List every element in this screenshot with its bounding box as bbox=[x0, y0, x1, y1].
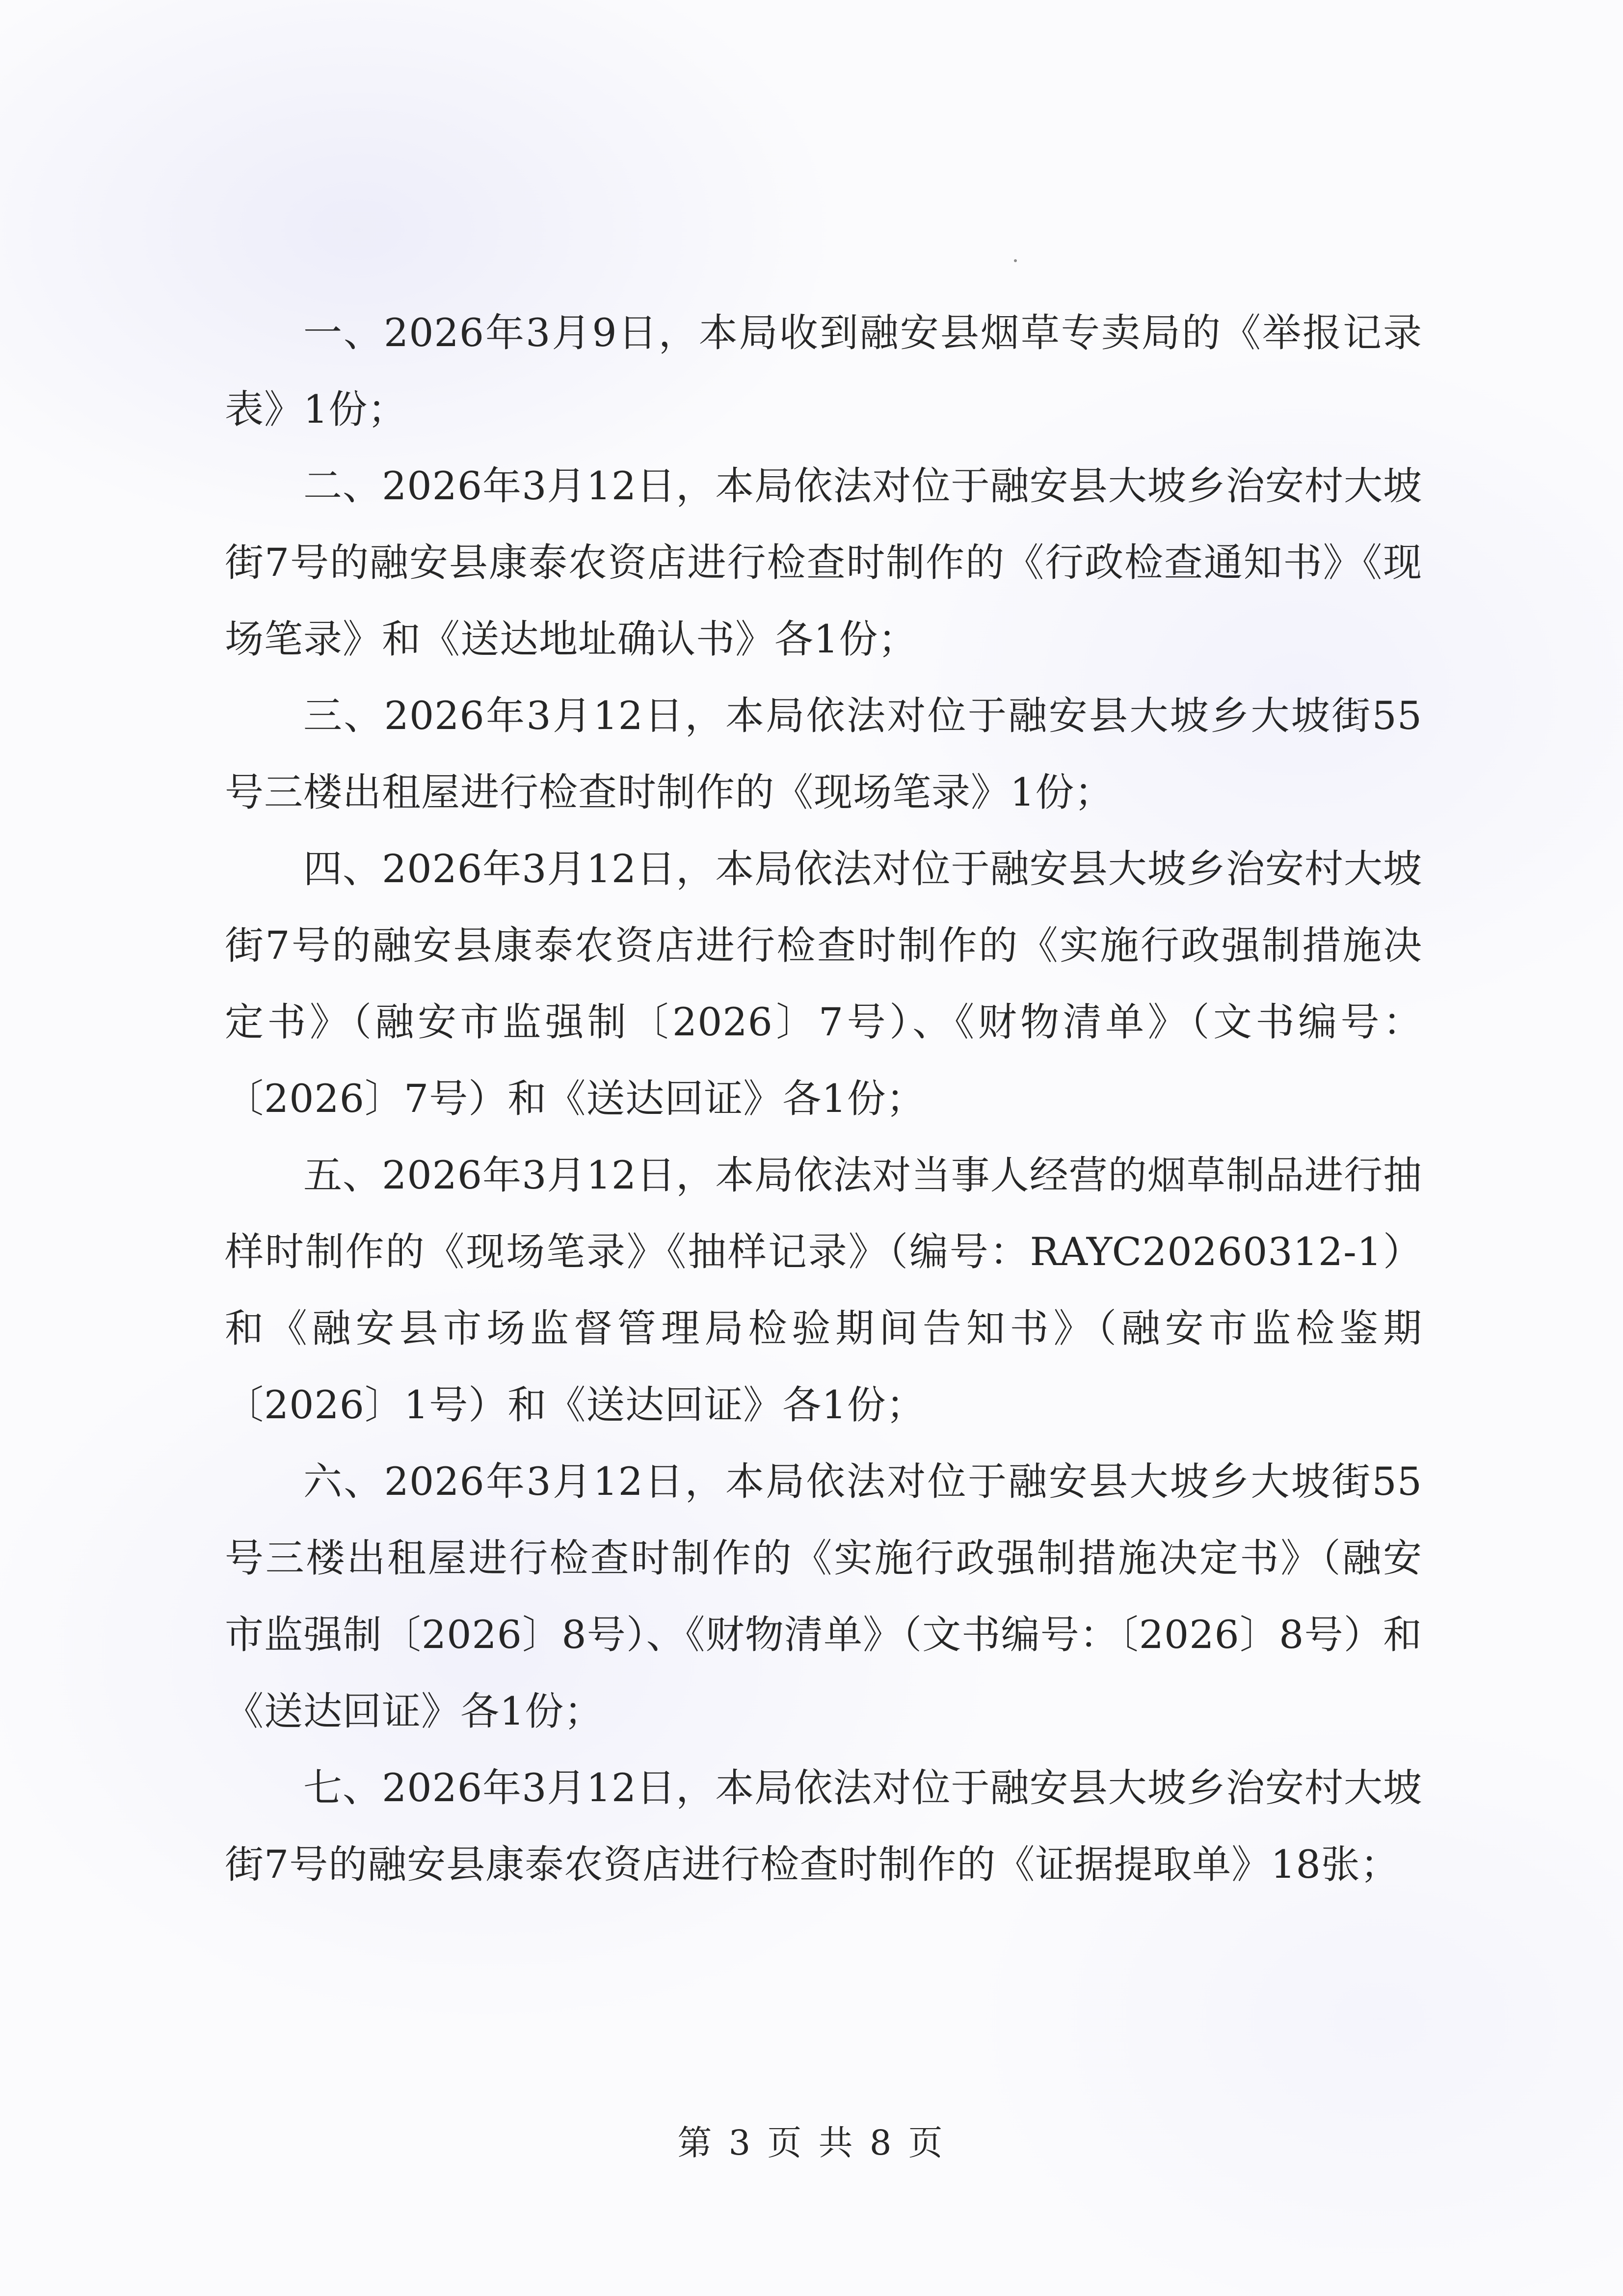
evidence-item-4: 四、2026年3月12日，本局依法对位于融安县大坡乡治安村大坡街7号的融安县康泰农资店进行检查时制作的《实施行政强制措施决定书》（融安市监强制〔2026〕7号）、《财物清单》（文书编号：〔2026〕7号）和《送达回证》各1份； bbox=[225, 846, 1422, 1121]
scan-speck bbox=[1014, 259, 1017, 262]
evidence-item-6: 六、2026年3月12日，本局依法对位于融安县大坡乡大坡街55号三楼出租屋进行检查时制作的《实施行政强制措施决定书》（融安市监强制〔2026〕8号）、《财物清单》（文书编号：〔2026〕8号）和《送达回证》各1份； bbox=[225, 1459, 1422, 1734]
page-number-footer: 第 3 页 共 8 页 bbox=[677, 2123, 946, 2163]
evidence-item-3: 三、2026年3月12日，本局依法对位于融安县大坡乡大坡街55号三楼出租屋进行检查时制作的《现场笔录》1份； bbox=[225, 693, 1422, 815]
evidence-item-5: 五、2026年3月12日，本局依法对当事人经营的烟草制品进行抽样时制作的《现场笔录》《抽样记录》（编号：RAYC20260312-1）和《融安县市场监督管理局检验期间告知书》（融安市监检鉴期〔2026〕1号）和《送达回证》各1份； bbox=[225, 1153, 1422, 1428]
document-body bbox=[225, 295, 1422, 1903]
evidence-item-7: 七、2026年3月12日，本局依法对位于融安县大坡乡治安村大坡街7号的融安县康泰农资店进行检查时制作的《证据提取单》18张； bbox=[225, 1765, 1422, 1887]
evidence-item-2: 二、2026年3月12日，本局依法对位于融安县大坡乡治安村大坡街7号的融安县康泰农资店进行检查时制作的《行政检查通知书》《现场笔录》和《送达地址确认书》各1份； bbox=[225, 463, 1422, 662]
evidence-item-1: 一、2026年3月9日，本局收到融安县烟草专卖局的《举报记录表》1份； bbox=[225, 310, 1422, 432]
